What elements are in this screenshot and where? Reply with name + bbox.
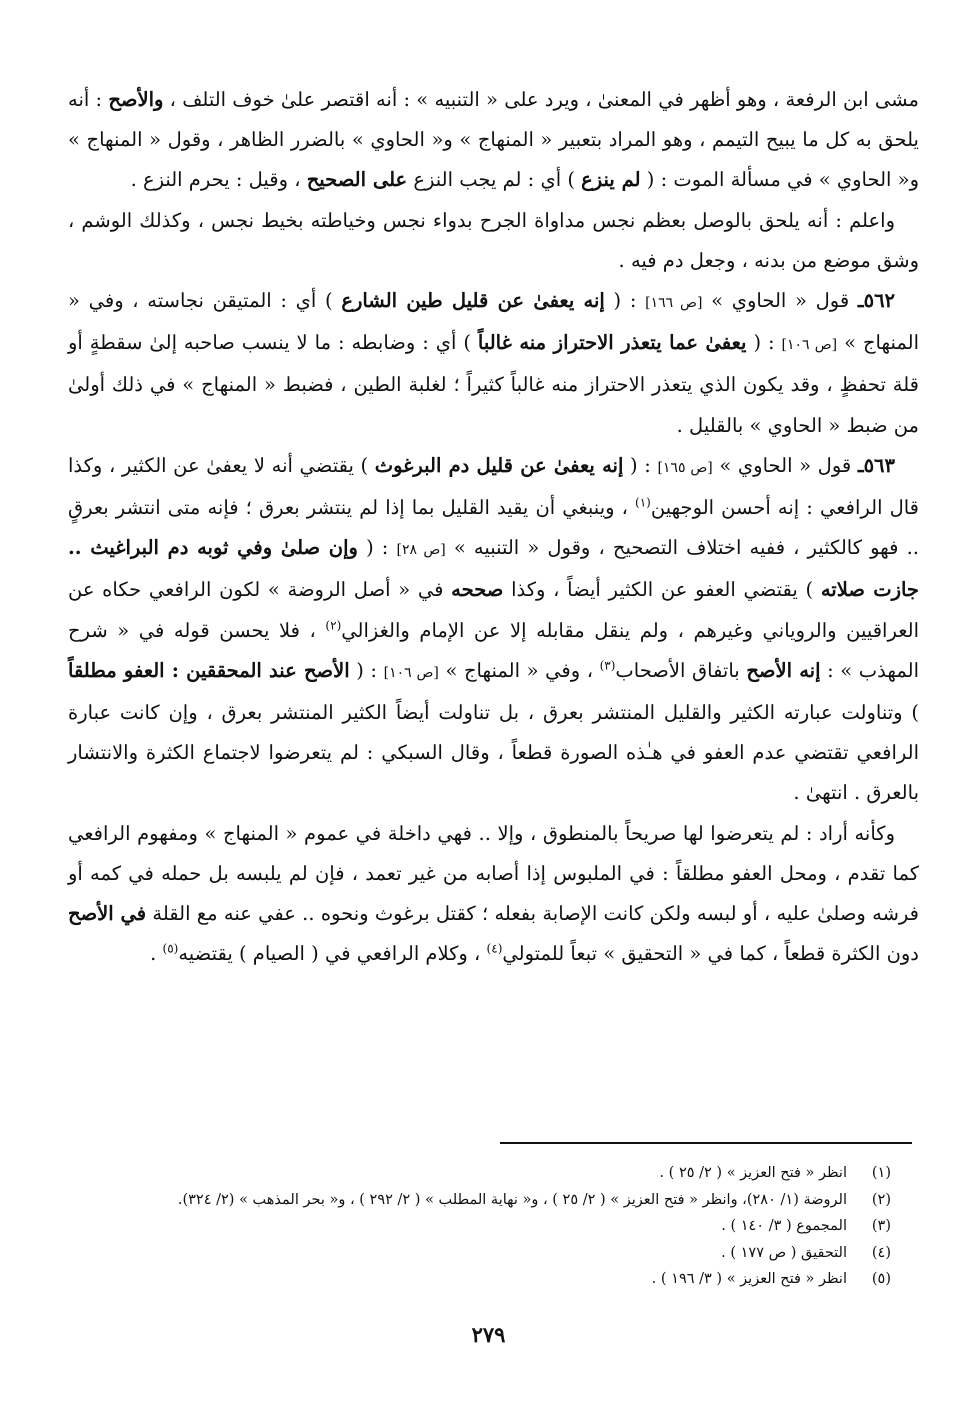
footnote-number: (٥) [871, 1271, 891, 1287]
footnote-item [61, 1187, 891, 1214]
footnote-marker: (٤) [486, 941, 503, 956]
bold-text: والأصح [108, 88, 164, 111]
footnotes [61, 1160, 891, 1293]
text-run: : ( [623, 453, 658, 477]
text-run: ) أي : المتيقن نجاسته ، وفي « المنهاج » [68, 289, 919, 355]
footnote-marker: (٥) [162, 941, 179, 956]
text-run: قول « الحاوي » [712, 453, 858, 477]
bold-text: ٥٦٢ـ [857, 289, 896, 313]
text-run: في « أصل الروضة » لكون الرافعي حكاه عن العراقيين والروياني وغيرهم ، ولم ينقل مقابله إلا عن الإمام والغزالي [68, 578, 919, 642]
bold-text: صححه [451, 578, 504, 602]
page-number: ٢٧٩ [471, 1322, 506, 1347]
footnote-text: التحقيق ( ص ١٧٧ ) . [721, 1244, 847, 1261]
footnote-marker: (١) [635, 495, 651, 510]
page-ref: [ص ١٠٦] [383, 664, 439, 681]
text-run: قول « الحاوي » [702, 289, 858, 313]
text-run: ) أي : لم يجب النزع [407, 168, 582, 192]
footnote-text: انظر « فتح العزيز » ( ٣/ ١٩٦ ) . [651, 1271, 847, 1287]
footnote-separator [500, 1142, 912, 1144]
text-run: ، وكلام الرافعي في ( الصيام ) يقتضيه [178, 942, 487, 966]
page-ref: [ص ١٦٦] [645, 295, 703, 312]
text-run: وكأنه أراد : لم يتعرضوا لها صريحاً بالمنطوق ، وإلا .. فهي داخلة في عموم « المنهاج » ومفهوم الرافعي كما تقدم ، ومحل العفو مطلقاً : في الملبوس إذا أصابه من غير تعمد ، فإن لم يلبسه بل حمله في كمه أو فرشه وصلىٰ عليه ، أو لبسه ولكن كانت الإصابة بفعله ؛ كقتل برغوث ونحوه .. عفي عنه مع القلة [68, 821, 919, 926]
bold-text: وإن صلىٰ وفي ثوبه دم البراغيث .. جازت صلاته [68, 536, 919, 602]
footnote-item [61, 1240, 891, 1267]
bold-text: إنه يعفىٰ عن قليل طين الشارع [341, 289, 605, 313]
footnote-number: (١) [871, 1165, 891, 1181]
text-run: دون الكثرة قطعاً ، كما في « التحقيق » تبعاً للمتولي [502, 942, 919, 966]
text-run: ، وينبغي أن يقيد القليل بما إذا لم ينتشر بعرق ؛ فإنه متى انتشر بعرقٍ .. فهو كالكثير ، ففيه اختلاف التصحيح ، وقول « التنبيه » [68, 496, 919, 560]
bold-text: يعفىٰ عما يتعذر الاحتراز منه غالباً [477, 331, 747, 355]
page-ref: [ص ١٠٦] [781, 337, 838, 354]
bold-text: لم ينزع [581, 168, 641, 192]
text-run: مشى ابن الرفعة ، وهو أظهر في المعنىٰ ، ويرد على « التنبيه » : أنه اقتصر علىٰ خوف التلف ، [163, 88, 919, 111]
text-run: ، وفي « المنهاج » [438, 658, 600, 682]
main-text [68, 80, 919, 974]
footnote-text: الروضة (١/ ٢٨٠)، وانظر « فتح العزيز » ( ٢/ ٢٥ ) ، و« نهاية المطلب » ( ٢/ ٢٩٢ ) ، و« بحر المذهب » (٢/ ٣٢٤). [177, 1191, 847, 1208]
bold-text: على الصحيح [306, 168, 408, 192]
page-ref: [ص ٢٨] [396, 542, 446, 559]
text-run: : ( [349, 658, 384, 682]
bold-text: إنه يعفىٰ عن قليل دم البرغوث [374, 453, 624, 477]
footnote-number: (٣) [871, 1218, 891, 1234]
text-run: باتفاق الأصحاب [615, 658, 747, 682]
footnote-text: المجموع ( ٣/ ١٤٠ ) . [721, 1218, 847, 1234]
text-run: ) يقتضي العفو عن الكثير أيضاً ، وكذا [503, 578, 821, 602]
paragraph [68, 446, 919, 814]
bold-text: الأصح عند المحققين : العفو مطلقاً [68, 658, 350, 682]
text-run: : أنه يلحق به كل ما يبيح التيمم ، وهو المراد بتعبير « المنهاج » و« الحاوي » بالضرر الظاهر ، وقول « المنهاج » و« الحاوي » في مسألة الموت : ( [68, 88, 919, 192]
page-ref: [ص ١٦٥] [657, 459, 713, 476]
bold-text: في الأصح [68, 902, 147, 926]
text-run: ) أي : وضابطه : ما لا ينسب صاحبه إلىٰ سقطةٍ أو قلة تحفظٍ ، وقد يكون الذي يتعذر الاحتراز منه غالباً كثيراً ؛ لغلبة الطين ، فضبط « المنهاج » في ذلك أولىٰ من ضبط « الحاوي » بالقليل . [68, 331, 919, 437]
footnote-item [61, 1160, 891, 1187]
text-run: ، وقيل : يحرم النزع . [130, 168, 307, 192]
footnote-item [61, 1266, 891, 1293]
footnote-text: انظر « فتح العزيز » ( ٢/ ٢٥ ) . [659, 1165, 847, 1181]
paragraph [68, 80, 919, 201]
footnote-item [61, 1213, 891, 1240]
text-run: ) يقتضي أنه لا يعفىٰ عن الكثير ، وكذا قال الرافعي : إنه أحسن الوجهين [68, 453, 919, 520]
footnote-marker: (٣) [599, 658, 616, 673]
paragraph [68, 814, 919, 975]
text-run: واعلم : أنه يلحق بالوصل بعظم نجس مداواة الجرح بدواء نجس وخياطته بخيط نجس ، وكذلك الوشم ، وشق موضع من بدنه ، وجعل دم فيه . [68, 208, 919, 272]
footnote-number: (٢) [871, 1191, 891, 1208]
paragraph [68, 201, 919, 281]
footnote-marker: (٢) [325, 618, 342, 633]
text-run: ، فلا يحسن قوله في « شرح المهذب » : [68, 618, 919, 682]
text-run: . [150, 942, 163, 966]
footnote-number: (٤) [871, 1244, 891, 1261]
text-run: : ( [746, 331, 782, 355]
text-run: ) وتناولت عبارته الكثير والقليل المنتشر بعرق ، بل تناولت أيضاً الكثير المنتشر بعرق ، وإن كانت عبارة الرافعي تقتضي عدم العفو في هـٰذه الصورة قطعاً ، وقال السبكي : لم يتعرضوا لاجتماع الكثرة والانتشار بالعرق . انتهىٰ . [68, 701, 919, 805]
bold-text: إنه الأصح [746, 658, 821, 682]
text-run: : ( [604, 289, 646, 313]
paragraph [68, 281, 919, 446]
bold-text: ٥٦٣ـ [857, 453, 895, 477]
text-run: : ( [357, 536, 397, 560]
